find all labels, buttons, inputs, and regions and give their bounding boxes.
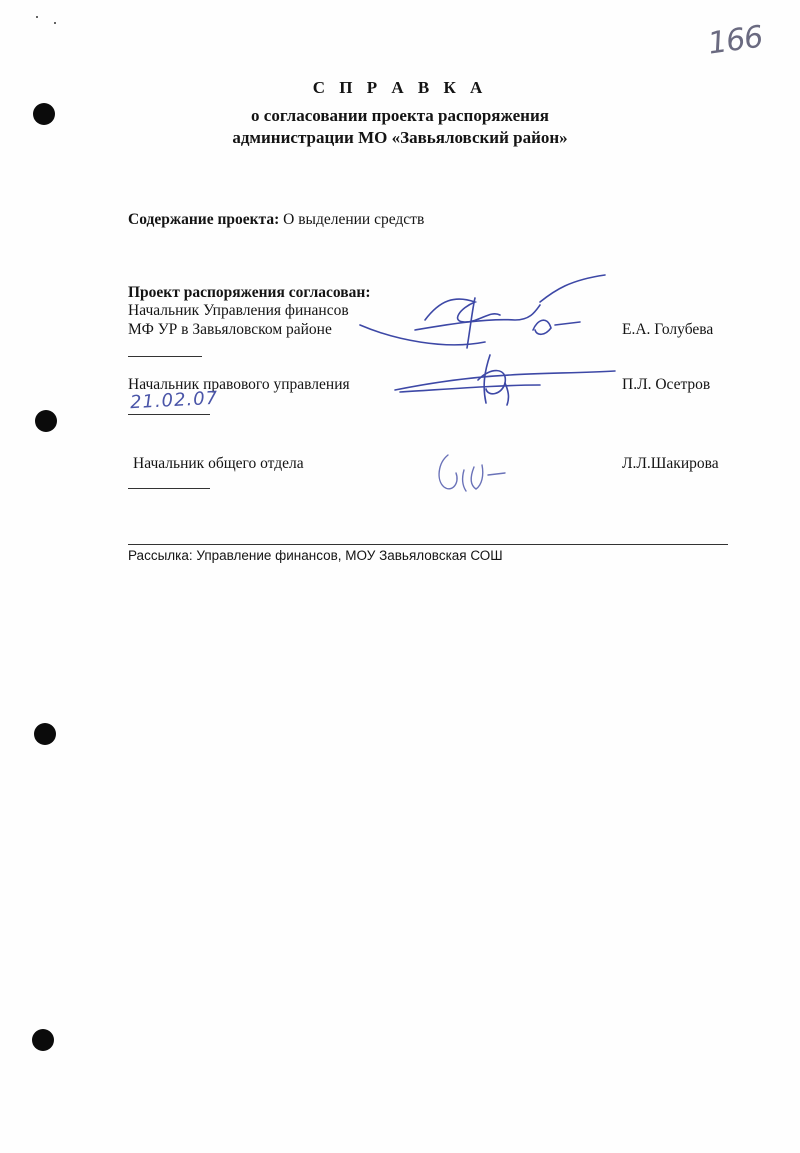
signer-3-date-line	[128, 488, 210, 489]
signer-2-position: Начальник правового управления	[128, 376, 350, 393]
project-content-label: Содержание проекта:	[128, 211, 280, 228]
signer-1-position-line2: МФ УР в Завьяловском районе	[128, 321, 332, 338]
mailing-list: Рассылка: Управление финансов, МОУ Завьяловская СОШ	[128, 548, 503, 563]
signer-1-date-line	[128, 356, 202, 357]
signer-3-name: Л.Л.Шакирова	[622, 455, 719, 472]
approval-heading: Проект распоряжения согласован:	[128, 284, 371, 301]
signer-2-date-line	[128, 414, 210, 415]
signature-shakirova-image	[430, 445, 520, 500]
scan-speck	[54, 22, 56, 24]
signer-2-name: П.Л. Осетров	[622, 376, 711, 393]
binder-hole-3	[34, 723, 56, 745]
signer-1-position-line1: Начальник Управления финансов	[128, 302, 349, 319]
document-subtitle-line2: администрации МО «Завьяловский район»	[232, 128, 568, 147]
footer-divider	[128, 544, 728, 545]
handwritten-page-number: 166	[705, 19, 765, 62]
binder-hole-4	[32, 1029, 54, 1051]
project-content-value: О выделении средств	[283, 211, 425, 228]
binder-hole-2	[35, 410, 57, 432]
project-content	[128, 211, 424, 229]
signer-3-position: Начальник общего отдела	[133, 455, 304, 472]
scan-speck	[36, 16, 38, 18]
signature-osetrov-image	[390, 345, 620, 415]
document-title: С П Р А В К А	[312, 78, 488, 97]
signer-2-handwritten-date: 21.02.07	[129, 387, 219, 414]
signer-1-name: Е.А. Голубева	[622, 321, 714, 338]
document-subtitle-line1: о согласовании проекта распоряжения	[251, 106, 549, 125]
